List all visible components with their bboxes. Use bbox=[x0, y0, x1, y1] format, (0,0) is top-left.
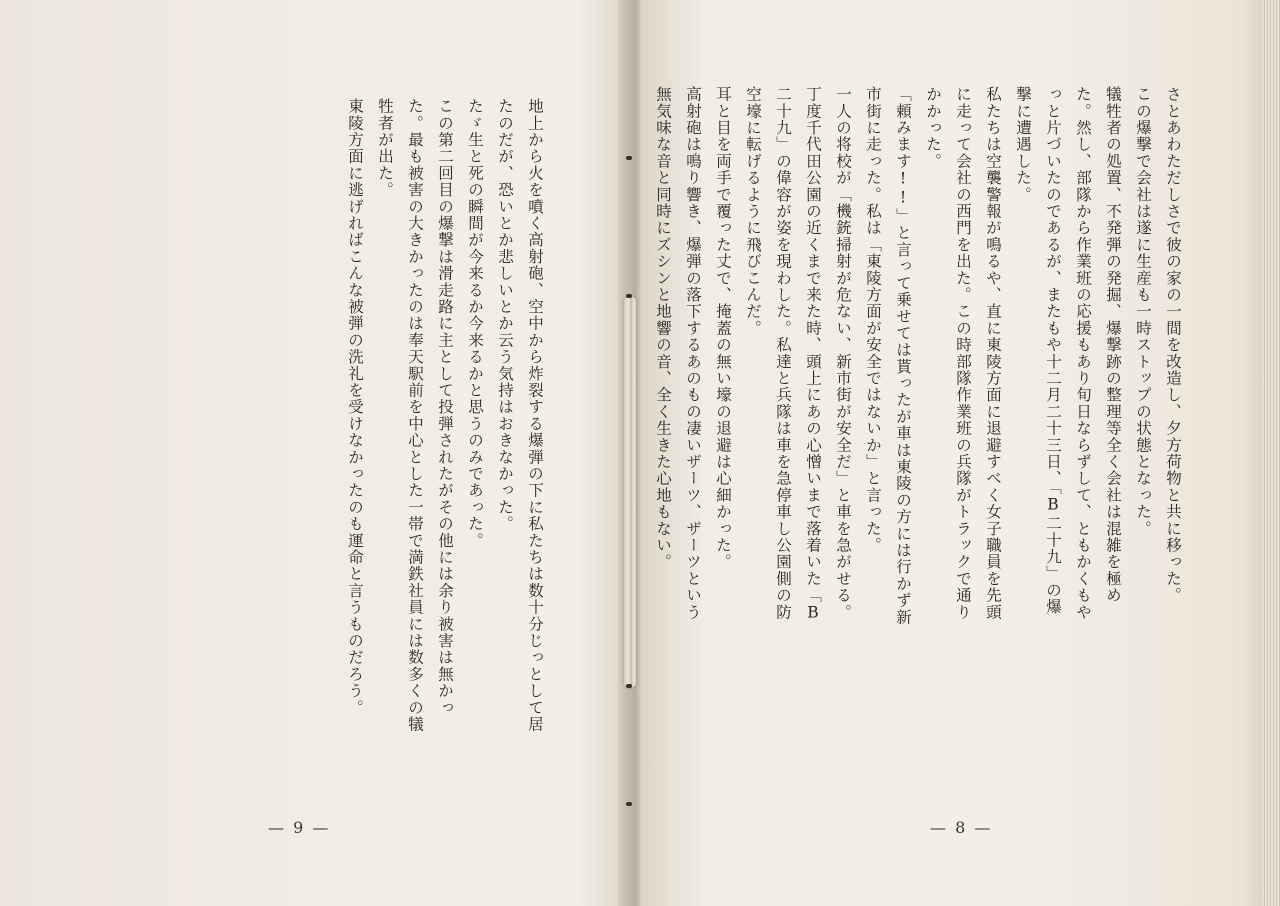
page-number-left: — 9 — bbox=[268, 818, 331, 837]
paragraph: さとあわただしさで彼の家の一間を改造し、夕方荷物と共に移った。 bbox=[1164, 86, 1182, 604]
paragraph: この第二回目の爆撃は滑走路に主として投弾されたがその他には余り被害は無かった。最も被害の大きかったのは奉天駅前を中心とした一帯で満鉄社員には数多くの犠牲者が出た。 bbox=[376, 98, 454, 733]
paragraph: 犠牲者の処置、不発弾の発掘、爆撃跡の整理等全く会社は混雑を極めた。然し、部隊から作業班の応援もあり旬日ならずして、ともかくもやっと片づいたのであるが、またもや十二月二十三日、「B二十九」の爆撃に遭遇した。 bbox=[1014, 86, 1122, 621]
right-page-text bbox=[654, 86, 1188, 626]
paragraph: 「頼みます!!」と言って乗せては貰ったが車は東陵の方には行かず新市街に走った。私は「東陵方面が安全ではないか」と言った。 bbox=[864, 86, 912, 626]
paragraph: 東陵方面に逃げればこんな被弾の洗礼を受けなかったのも運命と言うものだろう。 bbox=[346, 98, 364, 716]
binding-thread bbox=[624, 296, 636, 688]
page-number-right: — 8 — bbox=[930, 818, 993, 837]
paragraph: 地上から火を噴く高射砲、空中から炸裂する爆弾の下に私たちは数十分じっとして居たのだが、恐いとか悲しいとか云う気持はおきなかった。 bbox=[496, 98, 544, 733]
page-edges bbox=[1262, 0, 1280, 906]
binding-stitch bbox=[626, 802, 632, 806]
paragraph: この爆撃で会社は遂に生産も一時ストップの状態となった。 bbox=[1134, 86, 1152, 537]
left-page-text bbox=[340, 98, 550, 738]
left-page bbox=[0, 0, 632, 906]
paragraph: 耳と目を両手で覆った丈で、掩蓋の無い壕の退避は心細かった。 bbox=[714, 86, 732, 571]
paragraph: 高射砲は鳴り響き、爆弾の落下するあのもの凄いザーツ、ザーツという無気味な音と同時にズシンと地響の音、全く生きた心地もない。 bbox=[654, 86, 702, 621]
paragraph: 一人の将校が「機銃掃射が危ない、新市街が安全だ」と車を急がせる。丁度千代田公園の近くまで来た時、頭上にあの心憎いまで落着いた「B二十九」の偉容が姿を現わした。私達と兵隊は車を急停車し公園側の防空壕に転げるように飛びこんだ。 bbox=[744, 86, 852, 623]
paragraph: 私たちは空襲警報が鳴るや、直に東陵方面に退避すべく女子職員を先頭に走って会社の西門を出た。この時部隊作業班の兵隊がトラックで通りかかった。 bbox=[924, 86, 1002, 621]
binding-stitch bbox=[626, 684, 632, 688]
paragraph: たゞ生と死の瞬間が今来るか今来るかと思うのみであった。 bbox=[466, 98, 484, 549]
binding-stitch bbox=[626, 156, 632, 160]
binding-stitch bbox=[626, 294, 632, 298]
